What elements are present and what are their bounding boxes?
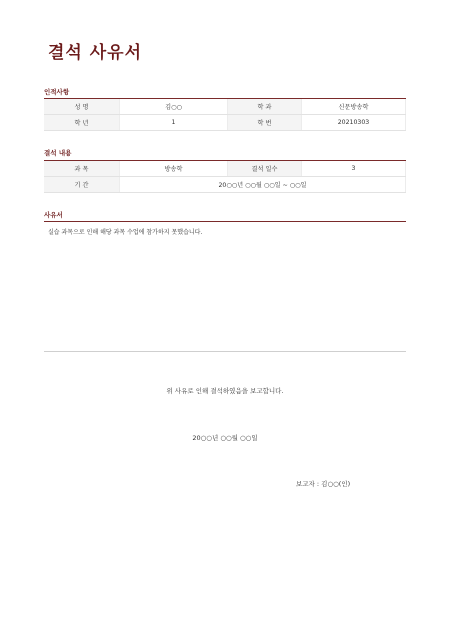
reporter-signature: 보고자 : 김○○(인) — [296, 480, 351, 488]
absence-section-heading: 결석 내용 — [44, 149, 72, 157]
table-row — [44, 115, 406, 131]
period-label: 기 간 — [44, 177, 120, 193]
subject-value: 방송학 — [120, 161, 228, 177]
reason-section-divider — [44, 221, 406, 222]
reason-box-bottom-divider — [44, 351, 406, 352]
subject-label: 과 목 — [44, 161, 120, 177]
report-statement: 위 사유로 인해 결석하였음을 보고합니다. — [166, 387, 284, 395]
department-value: 신문방송학 — [302, 99, 406, 115]
reason-text: 실습 과목으로 인해 해당 과목 수업에 참가하지 못했습니다. — [48, 229, 203, 236]
personal-section-heading: 인적사항 — [44, 88, 70, 96]
year-label: 학 년 — [44, 115, 120, 131]
absence-info-table — [44, 161, 406, 193]
absence-days-value: 3 — [302, 161, 406, 177]
name-label: 성 명 — [44, 99, 120, 115]
department-label: 학 과 — [228, 99, 302, 115]
table-row — [44, 177, 406, 193]
name-value: 김○○ — [120, 99, 228, 115]
table-row — [44, 161, 406, 177]
period-value: 20○○년 ○○월 ○○일 ~ ○○일 — [120, 177, 406, 193]
table-row — [44, 99, 406, 115]
report-date: 20○○년 ○○월 ○○일 — [192, 434, 258, 442]
personal-info-table — [44, 99, 406, 131]
document-title: 결석 사유서 — [48, 43, 143, 63]
absence-days-label: 결석 일수 — [228, 161, 302, 177]
student-id-value: 20210303 — [302, 115, 406, 131]
year-value: 1 — [120, 115, 228, 131]
reason-section-heading: 사유서 — [44, 211, 63, 219]
student-id-label: 학 번 — [228, 115, 302, 131]
